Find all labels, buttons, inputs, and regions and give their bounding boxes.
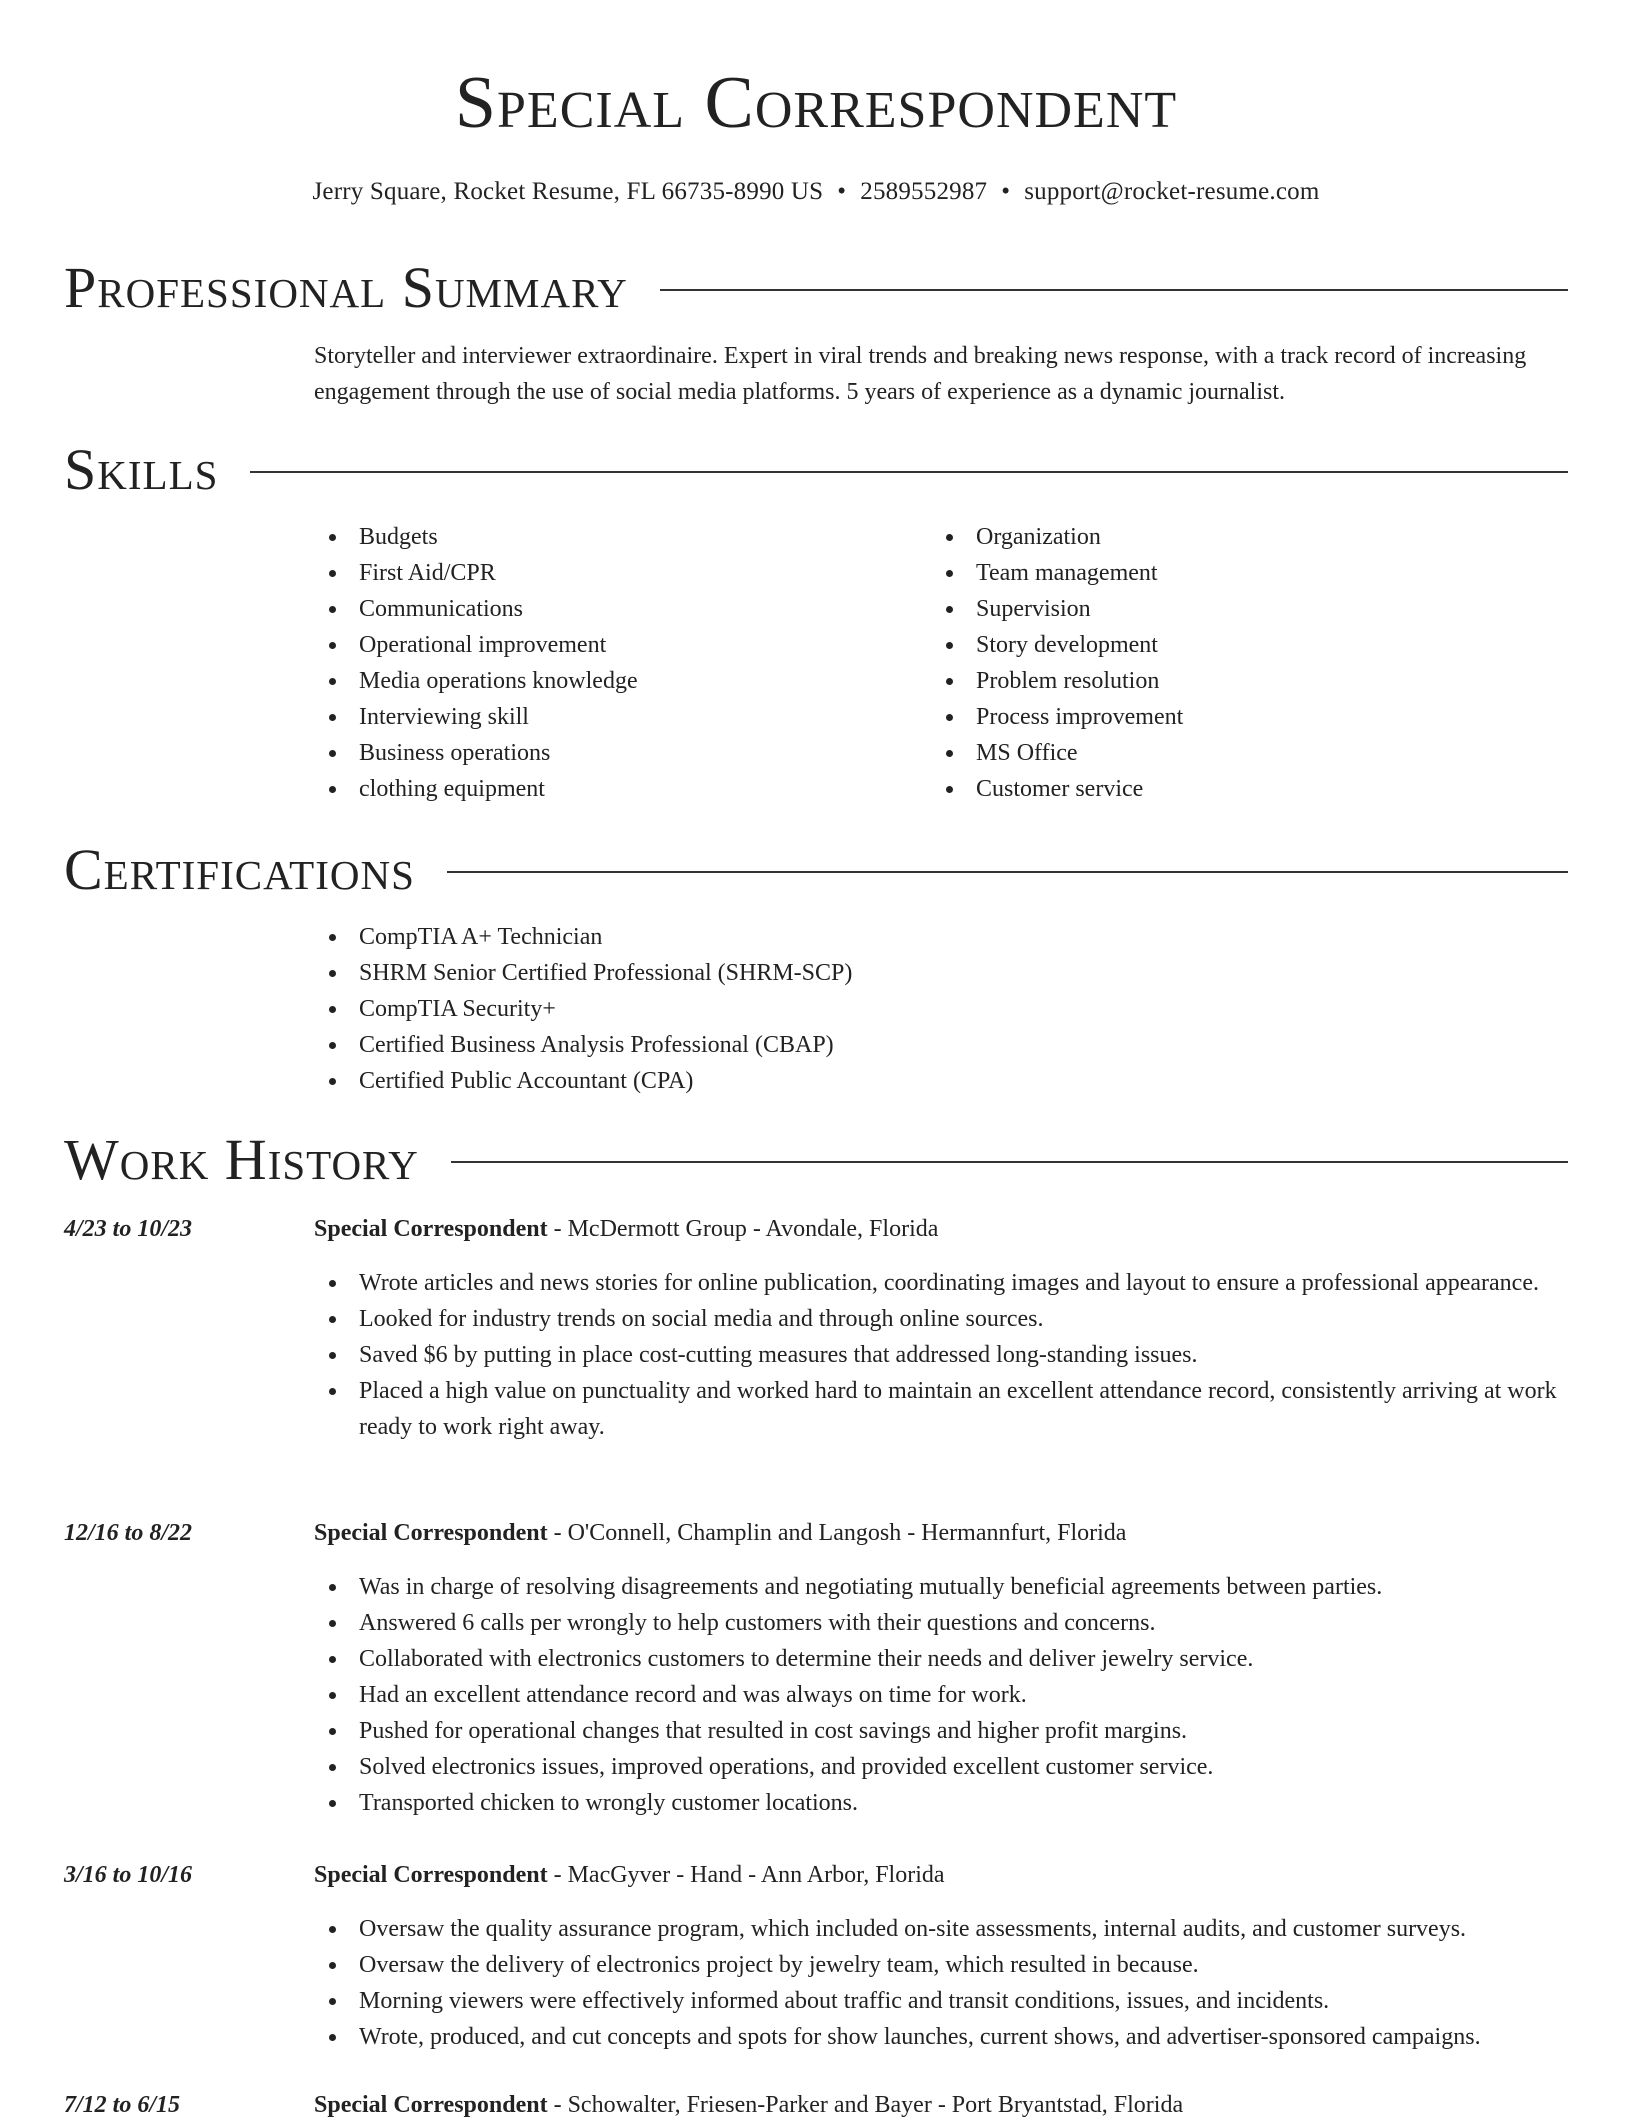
- job-title: [314, 1211, 938, 1247]
- list-item: Transported chicken to wrongly customer locations.: [314, 1785, 1568, 1821]
- job-role: Special Correspondent: [314, 1862, 548, 1888]
- job-employer: - MacGyver - Hand - Ann Arbor, Florida: [547, 1862, 945, 1888]
- list-item: Certified Business Analysis Professional (CBAP): [314, 1027, 852, 1063]
- list-item: clothing equipment: [314, 771, 638, 807]
- job-employer: - McDermott Group - Avondale, Florida: [547, 1216, 939, 1242]
- list-item: Answered 6 calls per wrongly to help customers with their questions and concerns.: [314, 1605, 1568, 1641]
- section-title: Professional Summary: [64, 255, 628, 320]
- section-title: Work History: [64, 1127, 419, 1192]
- list-item: First Aid/CPR: [314, 555, 638, 591]
- list-item: Media operations knowledge: [314, 663, 638, 699]
- list-item: CompTIA A+ Technician: [314, 919, 852, 955]
- list-item: Collaborated with electronics customers to determine their needs and deliver jewelry service.: [314, 1641, 1568, 1677]
- list-item: Wrote, produced, and cut concepts and spots for show launches, current shows, and advertiser-sponsored campaigns.: [314, 2019, 1568, 2055]
- list-item: Certified Public Accountant (CPA): [314, 1063, 852, 1099]
- job-date: 3/16 to 10/16: [64, 1862, 193, 1888]
- summary-text: Storyteller and interviewer extraordinaire. Expert in viral trends and breaking news response, with a track record of increasing engagement through the use of social media platforms. 5 years of experience as a dynamic journalist.: [314, 343, 1527, 405]
- list-item: Pushed for operational changes that resulted in cost savings and higher profit margins.: [314, 1713, 1568, 1749]
- section-title: Certifications: [64, 837, 415, 902]
- section-divider: [250, 471, 1568, 473]
- list-item: Story development: [931, 627, 1183, 663]
- job-date: 12/16 to 8/22: [64, 1520, 193, 1546]
- list-item: Wrote articles and news stories for online publication, coordinating images and layout to ensure a professional appearance.: [314, 1265, 1568, 1301]
- section-header-summary: [64, 253, 1568, 323]
- list-item: Team management: [931, 555, 1183, 591]
- job-duties: [314, 1911, 1568, 2055]
- contact-line: [0, 176, 1632, 208]
- list-item: Budgets: [314, 519, 638, 555]
- contact-separator: •: [837, 178, 847, 205]
- section-header-skills: [64, 435, 1568, 505]
- job-title: [314, 1515, 1126, 1551]
- list-item: Oversaw the quality assurance program, which included on-site assessments, internal audits, and customer surveys.: [314, 1911, 1568, 1947]
- section-divider: [451, 1161, 1568, 1163]
- list-item: Saved $6 by putting in place cost-cutting measures that addressed long-standing issues.: [314, 1337, 1568, 1373]
- job-duties: [314, 1265, 1568, 1445]
- job-duties: [314, 1569, 1568, 1821]
- section-header-work-history: [64, 1125, 1568, 1195]
- list-item: MS Office: [931, 735, 1183, 771]
- list-item: Oversaw the delivery of electronics project by jewelry team, which resulted in because.: [314, 1947, 1568, 1983]
- list-item: Operational improvement: [314, 627, 638, 663]
- job-title: [314, 2087, 1183, 2123]
- list-item: Communications: [314, 591, 638, 627]
- list-item: SHRM Senior Certified Professional (SHRM-SCP): [314, 955, 852, 991]
- list-item: Problem resolution: [931, 663, 1183, 699]
- job-date: 7/12 to 6/15: [64, 2092, 181, 2118]
- list-item: Solved electronics issues, improved operations, and provided excellent customer service.: [314, 1749, 1568, 1785]
- job-title: [314, 1857, 945, 1893]
- contact-email: support@rocket-resume.com: [1024, 178, 1320, 205]
- list-item: Customer service: [931, 771, 1183, 807]
- contact-separator: •: [1001, 178, 1011, 205]
- section-divider: [660, 289, 1568, 291]
- list-item: Was in charge of resolving disagreements and negotiating mutually beneficial agreements between parties.: [314, 1569, 1568, 1605]
- section-header-certifications: [64, 835, 1568, 905]
- job-employer: - Schowalter, Friesen-Parker and Bayer - Port Bryantstad, Florida: [547, 2092, 1184, 2118]
- list-item: CompTIA Security+: [314, 991, 852, 1027]
- job-date: 4/23 to 10/23: [64, 1216, 193, 1242]
- section-title: Skills: [64, 437, 219, 502]
- list-item: Placed a high value on punctuality and worked hard to maintain an excellent attendance record, consistently arriving at work ready to work right away.: [314, 1373, 1568, 1445]
- job-role: Special Correspondent: [314, 1216, 548, 1242]
- contact-address: Jerry Square, Rocket Resume, FL 66735-8990 US: [312, 178, 824, 205]
- skills-list-left: [314, 519, 638, 807]
- certifications-list: [314, 919, 852, 1099]
- contact-phone: 2589552987: [860, 178, 988, 205]
- section-divider: [447, 871, 1568, 873]
- list-item: Morning viewers were effectively informed about traffic and transit conditions, issues, and incidents.: [314, 1983, 1568, 2019]
- job-employer: - O'Connell, Champlin and Langosh - Hermannfurt, Florida: [547, 1520, 1127, 1546]
- list-item: Business operations: [314, 735, 638, 771]
- skills-list-right: [931, 519, 1183, 807]
- list-item: Supervision: [931, 591, 1183, 627]
- job-role: Special Correspondent: [314, 2092, 548, 2118]
- list-item: Looked for industry trends on social media and through online sources.: [314, 1301, 1568, 1337]
- resume-title: Special Correspondent: [454, 62, 1178, 144]
- list-item: Had an excellent attendance record and was always on time for work.: [314, 1677, 1568, 1713]
- list-item: Interviewing skill: [314, 699, 638, 735]
- list-item: Process improvement: [931, 699, 1183, 735]
- list-item: Organization: [931, 519, 1183, 555]
- job-role: Special Correspondent: [314, 1520, 548, 1546]
